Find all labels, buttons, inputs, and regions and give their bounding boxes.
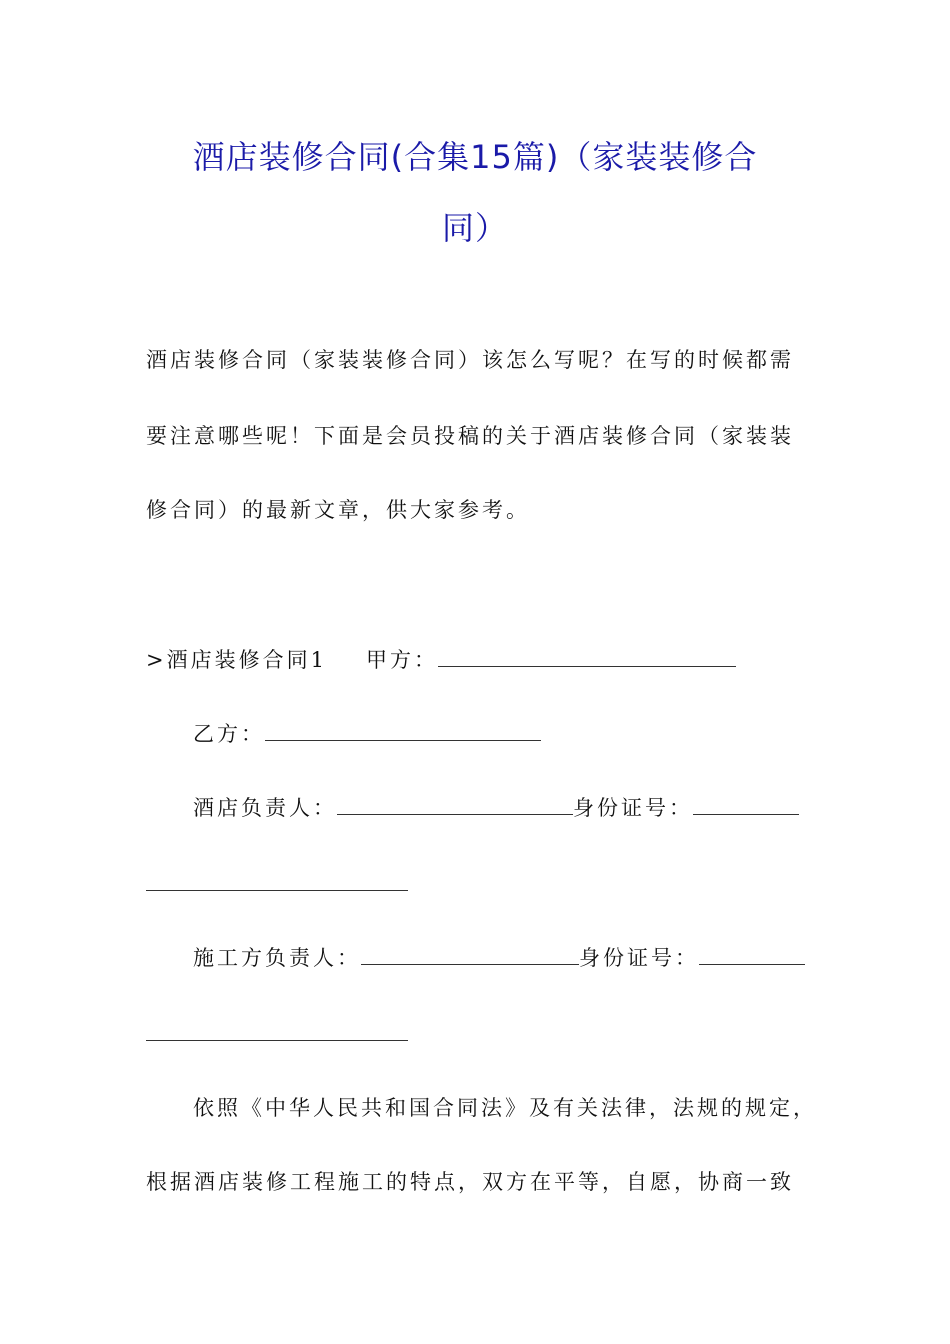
id-blank-2 [699, 944, 805, 965]
party-a-blank [438, 646, 736, 667]
party-b-row [193, 720, 541, 748]
intro-line-2: 要注意哪些呢！下面是会员投稿的关于酒店装修合同（家装装 [146, 424, 794, 448]
body-line-1: 依照《中华人民共和国合同法》及有关法律，法规的规定， [193, 1096, 817, 1120]
party-b-blank [265, 720, 541, 741]
document-title-line-2: 同） [441, 209, 508, 247]
id-blank-1-continuation [146, 890, 408, 891]
intro-line-1: 酒店装修合同（家装装修合同）该怎么写呢？在写的时候都需 [146, 348, 794, 372]
hotel-rep-label: 酒店负责人： [193, 796, 337, 820]
id-label-1: 身份证号： [573, 796, 693, 820]
hotel-rep-blank [337, 794, 573, 815]
party-a-label: 甲方： [366, 648, 438, 672]
contractor-rep-blank [361, 944, 579, 965]
contractor-rep-row [193, 944, 805, 972]
id-blank-1 [693, 794, 799, 815]
section-1-heading: >酒店装修合同1 [146, 648, 327, 672]
body-line-2: 根据酒店装修工程施工的特点，双方在平等，自愿，协商一致 [146, 1170, 794, 1194]
party-a-row [366, 646, 736, 674]
id-label-2: 身份证号： [579, 946, 699, 970]
intro-line-3: 修合同）的最新文章，供大家参考。 [146, 498, 530, 522]
document-title-line-1: 酒店装修合同(合集15篇)（家装装修合 [192, 138, 758, 176]
contractor-rep-label: 施工方负责人： [193, 946, 361, 970]
hotel-rep-row [193, 794, 799, 822]
party-b-label: 乙方： [193, 722, 265, 746]
id-blank-2-continuation [146, 1040, 408, 1041]
section-1-heading-row [146, 646, 327, 674]
